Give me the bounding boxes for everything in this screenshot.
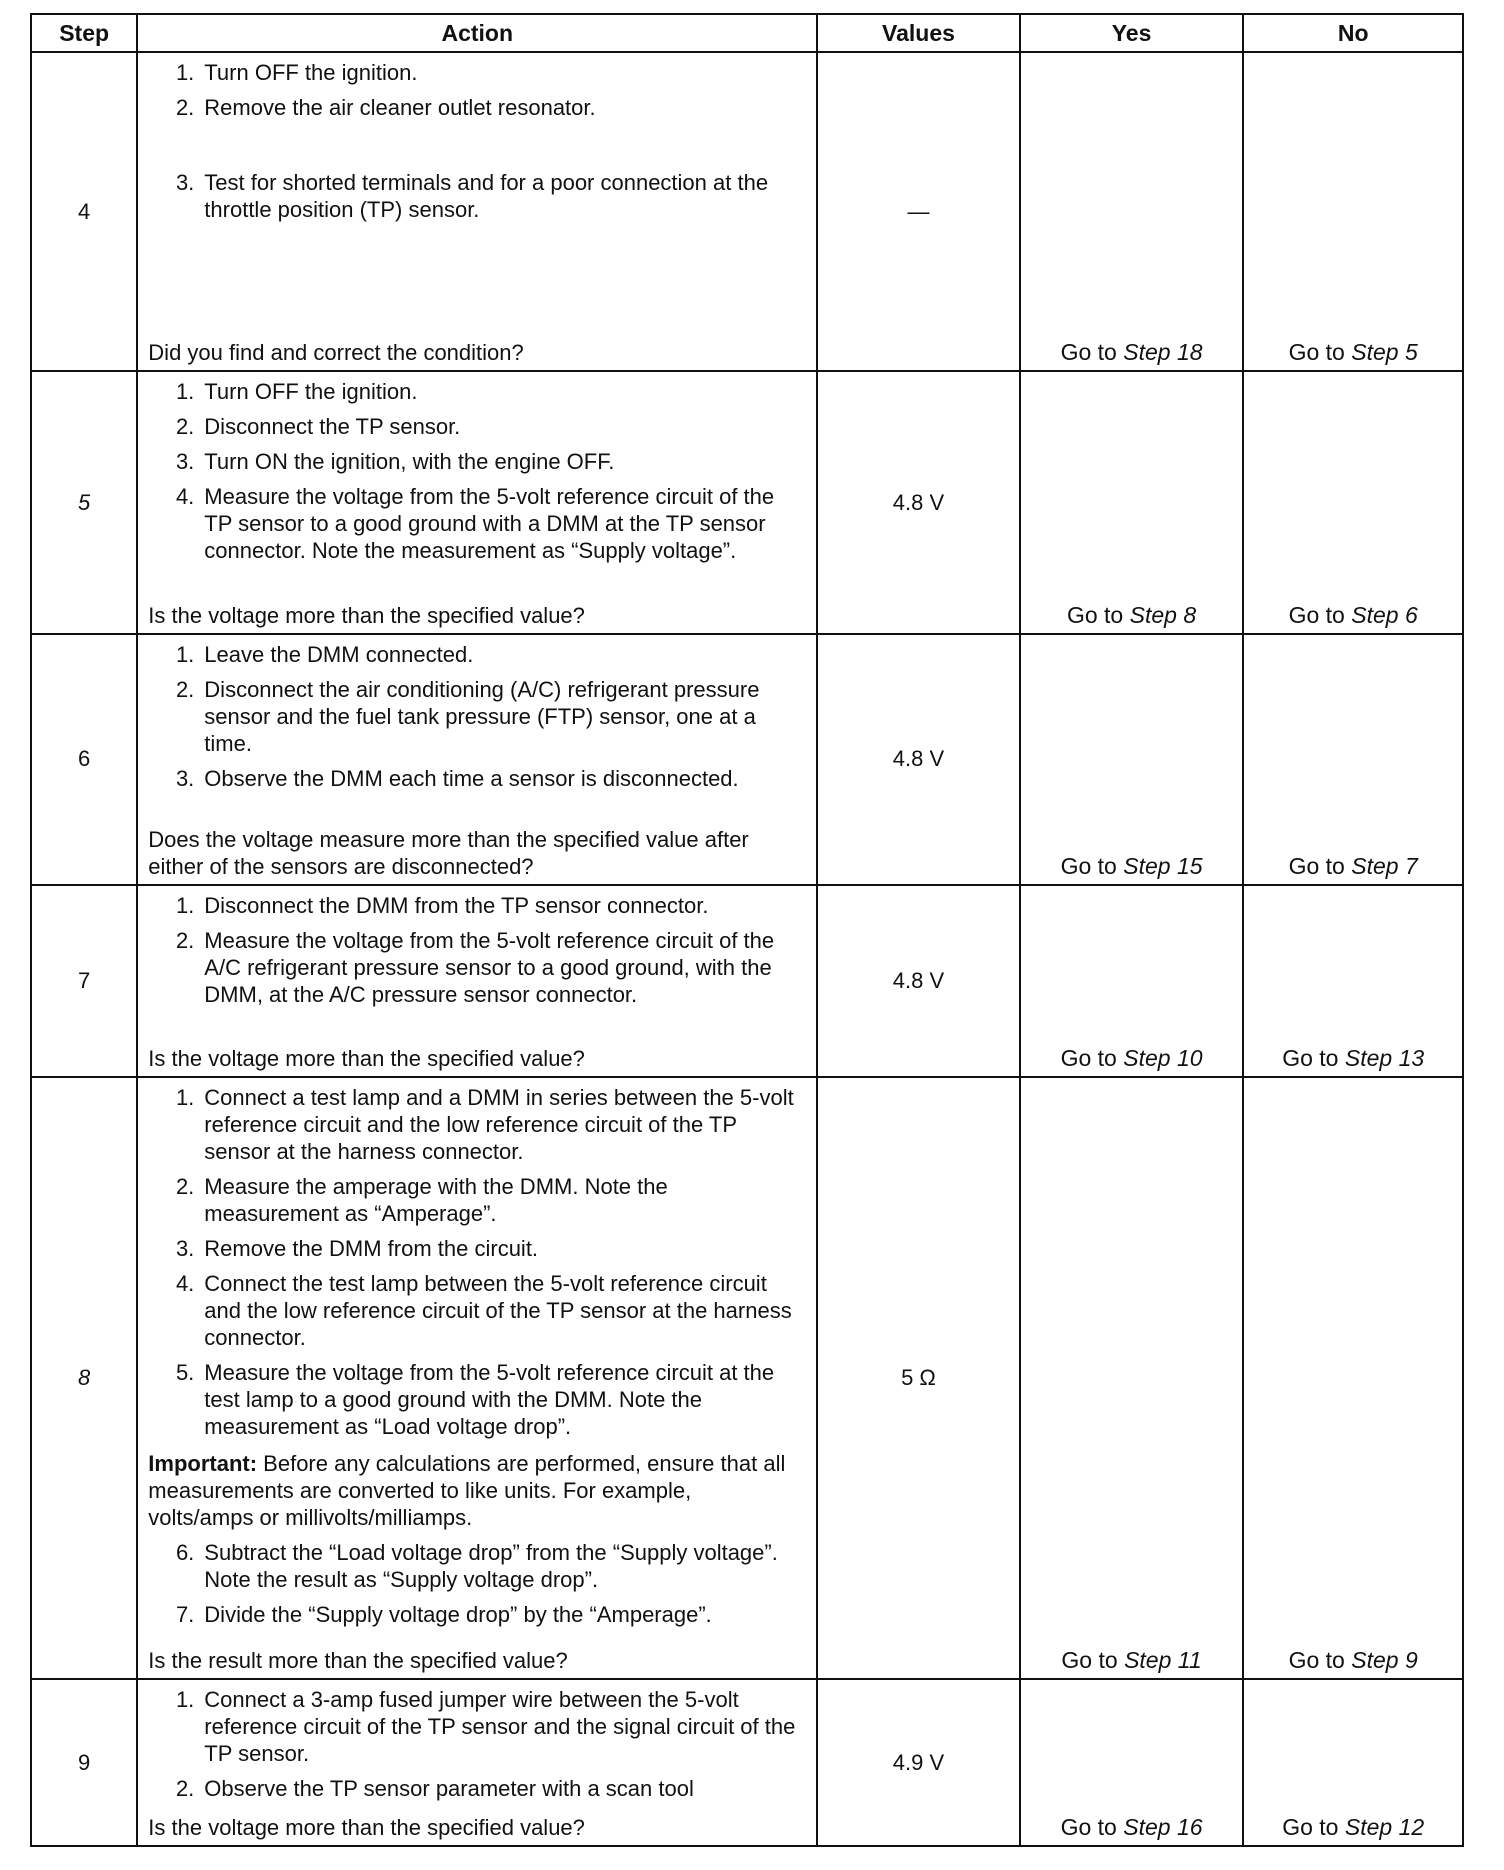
- step-number: 4: [31, 52, 137, 371]
- list-item: 7. Divide the “Supply voltage drop” by the “Amperage”.: [175, 1602, 712, 1628]
- yes-cell: Go to Step 11: [1020, 1077, 1244, 1679]
- list-item: 6. Subtract the “Load voltage drop” from the “Supply voltage”. Note the result as “Supply voltage drop”.: [175, 1540, 778, 1593]
- step-number: 9: [31, 1679, 137, 1846]
- table-row: [31, 52, 1463, 371]
- no-cell: Go to Step 6: [1243, 371, 1463, 634]
- list-item: 5. Measure the voltage from the 5-volt reference circuit at the test lamp to a good ground with the DMM. Note the measurement as “Load voltage drop”.: [175, 1360, 775, 1440]
- header-row: [31, 14, 1463, 52]
- list-item: 2. Measure the amperage with the DMM. Note the measurement as “Amperage”.: [175, 1174, 668, 1227]
- list-item: 3. Test for shorted terminals and for a poor connection at the throttle position (TP) sensor.: [175, 170, 769, 222]
- action-cell: [137, 52, 817, 371]
- question-text: Did you find and correct the condition?: [148, 340, 524, 366]
- yes-cell: Go to Step 10: [1020, 885, 1244, 1078]
- no-cell: Go to Step 7: [1243, 634, 1463, 885]
- question-text: Does the voltage measure more than the specified value after either of the sensors are disconnected?: [148, 826, 749, 879]
- action-cell: [137, 1077, 817, 1679]
- value-cell: 5 Ω: [817, 1077, 1020, 1679]
- list-item: 2. Measure the voltage from the 5-volt reference circuit of the A/C refrigerant pressure sensor to a good ground, with the DMM, at the A/C pressure sensor connector.: [175, 927, 775, 1007]
- diagnostic-table: [30, 13, 1464, 1847]
- list-item: 1. Disconnect the DMM from the TP sensor connector.: [175, 892, 709, 918]
- action-cell: [137, 634, 817, 885]
- list-item: 3. Turn ON the ignition, with the engine OFF.: [175, 449, 615, 475]
- list-item: 4. Measure the voltage from the 5-volt reference circuit of the TP sensor to a good ground with a DMM at the TP sensor connector. Note the measurement as “Supply voltage”.: [175, 484, 775, 564]
- action-cell: [137, 371, 817, 634]
- question-text: Is the result more than the specified value?: [148, 1648, 568, 1674]
- list-item: 1. Turn OFF the ignition.: [175, 379, 418, 405]
- table-row: [31, 371, 1463, 634]
- value-cell: 4.8 V: [817, 885, 1020, 1078]
- step-number: 7: [31, 885, 137, 1078]
- action-cell: [137, 1679, 817, 1846]
- step-number: 5: [31, 371, 137, 634]
- list-item: 3. Remove the DMM from the circuit.: [175, 1236, 539, 1262]
- value-cell: 4.8 V: [817, 371, 1020, 634]
- step-number: 6: [31, 634, 137, 885]
- yes-cell: Go to Step 16: [1020, 1679, 1244, 1846]
- table-row: [31, 1679, 1463, 1846]
- question-text: Is the voltage more than the specified value?: [148, 1815, 585, 1840]
- table-row: [31, 634, 1463, 885]
- action-cell: [137, 885, 817, 1078]
- table-row: [31, 885, 1463, 1078]
- list-item: 4. Connect the test lamp between the 5-volt reference circuit and the low reference circuit of the TP sensor at the harness connector.: [175, 1271, 792, 1351]
- question-text: Is the voltage more than the specified value?: [148, 1046, 585, 1072]
- important-note: Important: Before any calculations are performed, ensure that all measurements are converted to like units. For example, volts/amps or millivolts/milliamps.: [148, 1451, 786, 1531]
- value-cell: —: [817, 52, 1020, 371]
- list-item: 2. Disconnect the air conditioning (A/C) refrigerant pressure sensor and the fuel tank pressure (FTP) sensor, one at a time.: [175, 676, 760, 756]
- list-item: 1. Turn OFF the ignition.: [175, 60, 418, 85]
- list-item: 1. Connect a test lamp and a DMM in series between the 5-volt reference circuit and the low reference circuit of the TP sensor at the harness connector.: [175, 1085, 794, 1165]
- yes-cell: Go to Step 15: [1020, 634, 1244, 885]
- header-yes: Yes: [1020, 14, 1244, 52]
- step-number: 8: [31, 1077, 137, 1679]
- no-cell: Go to Step 5: [1243, 52, 1463, 371]
- list-item: 3. Observe the DMM each time a sensor is disconnected.: [175, 765, 739, 791]
- no-cell: Go to Step 9: [1243, 1077, 1463, 1679]
- list-item: 1. Leave the DMM connected.: [175, 641, 474, 667]
- list-item: 1. Connect a 3-amp fused jumper wire between the 5-volt reference circuit of the TP sensor and the signal circuit of the TP sensor.: [175, 1687, 796, 1767]
- no-cell: Go to Step 12: [1243, 1679, 1463, 1846]
- list-item: 2. Disconnect the TP sensor.: [175, 414, 461, 440]
- yes-cell: Go to Step 18: [1020, 52, 1244, 371]
- yes-cell: Go to Step 8: [1020, 371, 1244, 634]
- no-cell: Go to Step 13: [1243, 885, 1463, 1078]
- header-no: No: [1243, 14, 1463, 52]
- table-row: [31, 1077, 1463, 1679]
- question-text: Is the voltage more than the specified value?: [148, 602, 585, 628]
- header-values: Values: [817, 14, 1020, 52]
- value-cell: 4.8 V: [817, 634, 1020, 885]
- header-step: Step: [31, 14, 137, 52]
- header-action: Action: [137, 14, 817, 52]
- list-item: 2. Observe the TP sensor parameter with a scan tool: [175, 1776, 694, 1802]
- value-cell: 4.9 V: [817, 1679, 1020, 1846]
- list-item: 2. Remove the air cleaner outlet resonator.: [175, 95, 596, 120]
